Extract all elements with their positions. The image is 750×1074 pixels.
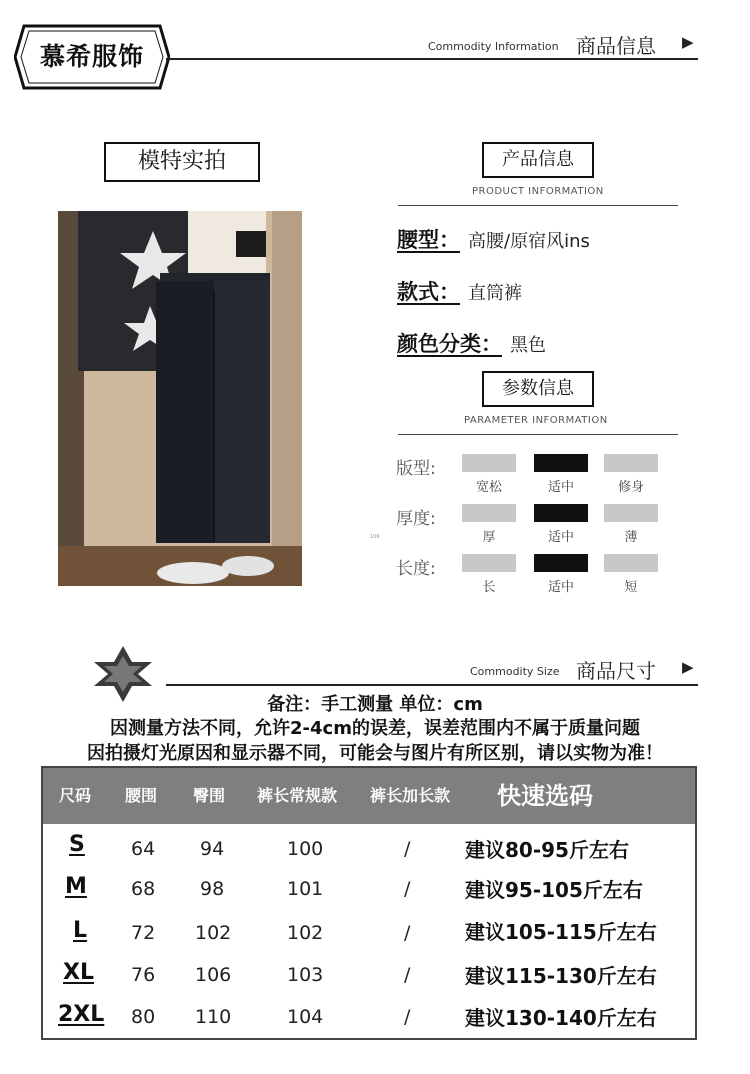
cell-length-long: / bbox=[404, 838, 411, 860]
brand-logo bbox=[14, 24, 170, 90]
param-label: 版型: bbox=[396, 459, 436, 479]
product-info-title: 产品信息 bbox=[482, 142, 594, 178]
size-table-header bbox=[43, 768, 695, 824]
size-header-divider bbox=[166, 684, 698, 686]
model-photo-illustration bbox=[58, 211, 302, 586]
cell-length-long: / bbox=[404, 922, 411, 944]
info-key: 腰型： bbox=[397, 228, 460, 252]
header-hip: 臀围 bbox=[193, 786, 226, 805]
table-row bbox=[43, 826, 695, 870]
param-row-thickness bbox=[396, 504, 696, 544]
parameter-info-divider bbox=[398, 434, 678, 435]
cell-hip: 102 bbox=[195, 922, 232, 944]
table-row bbox=[43, 954, 695, 998]
param-option: 厚 bbox=[482, 530, 496, 545]
info-key: 颜色分类： bbox=[397, 332, 502, 356]
param-option: 短 bbox=[624, 580, 638, 595]
cell-hip: 94 bbox=[200, 838, 225, 860]
parameter-info-title: 参数信息 bbox=[482, 371, 594, 407]
cell-length-long: / bbox=[404, 964, 411, 986]
info-key: 款式： bbox=[397, 280, 460, 304]
header-length-long: 裤长加长款 bbox=[370, 786, 451, 805]
cell-size: S bbox=[69, 832, 85, 857]
cell-hip: 110 bbox=[195, 1006, 232, 1028]
param-option: 适中 bbox=[547, 530, 574, 545]
param-bar bbox=[462, 554, 516, 572]
cell-waist: 64 bbox=[131, 838, 156, 860]
arrow-right-icon: ▶ bbox=[682, 33, 694, 51]
header-length-regular: 裤长常规款 bbox=[257, 786, 338, 805]
param-bar bbox=[534, 504, 588, 522]
info-value: 黑色 bbox=[510, 335, 546, 356]
cell-size: M bbox=[65, 874, 87, 899]
cell-length-regular: 102 bbox=[287, 922, 324, 944]
param-bar bbox=[534, 554, 588, 572]
cell-length-regular: 103 bbox=[287, 964, 324, 986]
cell-waist: 68 bbox=[131, 878, 156, 900]
cell-length-regular: 101 bbox=[287, 878, 324, 900]
commodity-info-cn: 商品信息 bbox=[576, 34, 656, 58]
model-photo-label: 模特实拍 bbox=[104, 142, 260, 182]
cell-recommend: 建议130-140斤左右 bbox=[465, 1006, 657, 1030]
arrow-right-icon: ▶ bbox=[682, 658, 694, 676]
param-bar bbox=[604, 454, 658, 472]
cell-recommend: 建议80-95斤左右 bbox=[465, 838, 629, 862]
header-divider bbox=[166, 58, 698, 60]
header-waist: 腰围 bbox=[125, 786, 158, 805]
cell-hip: 98 bbox=[200, 878, 225, 900]
param-option: 适中 bbox=[547, 480, 574, 495]
param-option: 宽松 bbox=[475, 480, 502, 495]
cell-length-long: / bbox=[404, 1006, 411, 1028]
parameter-info-subtitle: PARAMETER INFORMATION bbox=[464, 415, 608, 426]
commodity-size-cn: 商品尺寸 bbox=[576, 659, 656, 683]
header-quick-pick: 快速选码 bbox=[497, 782, 593, 810]
stray-mark: 106 bbox=[370, 534, 380, 540]
table-row bbox=[43, 868, 695, 912]
param-bar bbox=[534, 454, 588, 472]
brand-name: 慕希服饰 bbox=[39, 42, 144, 71]
param-bar bbox=[462, 454, 516, 472]
param-label: 长度: bbox=[396, 559, 436, 579]
info-row-style bbox=[397, 276, 522, 306]
note-color-disclaimer: 因拍摄灯光原因和显示器不同，可能会与图片有所区别，请以实物为准！ bbox=[87, 743, 663, 764]
table-row bbox=[43, 996, 695, 1040]
param-option: 薄 bbox=[624, 530, 638, 545]
cell-waist: 76 bbox=[131, 964, 156, 986]
param-option: 长 bbox=[482, 580, 496, 595]
param-bar bbox=[462, 504, 516, 522]
param-bar bbox=[604, 554, 658, 572]
param-bar bbox=[604, 504, 658, 522]
param-row-fit bbox=[396, 454, 696, 494]
cell-waist: 72 bbox=[131, 922, 156, 944]
model-photo bbox=[58, 211, 302, 586]
size-table bbox=[41, 766, 697, 1040]
cell-waist: 80 bbox=[131, 1006, 156, 1028]
commodity-info-en: Commodity Information bbox=[428, 40, 559, 53]
info-value: 直筒裤 bbox=[468, 283, 522, 304]
cell-hip: 106 bbox=[195, 964, 232, 986]
table-row bbox=[43, 910, 695, 954]
cell-recommend: 建议95-105斤左右 bbox=[465, 878, 643, 902]
cell-length-regular: 100 bbox=[287, 838, 324, 860]
note-unit: 备注：手工测量 单位：cm bbox=[267, 694, 483, 715]
cell-recommend: 建议115-130斤左右 bbox=[465, 964, 657, 988]
product-info-subtitle: PRODUCT INFORMATION bbox=[472, 186, 604, 197]
cell-size: L bbox=[73, 918, 88, 943]
note-tolerance: 因测量方法不同，允许2-4cm的误差，误差范围内不属于质量问题 bbox=[110, 718, 640, 739]
cell-recommend: 建议105-115斤左右 bbox=[465, 920, 657, 944]
header-size: 尺码 bbox=[59, 786, 92, 805]
param-label: 厚度: bbox=[396, 509, 436, 529]
info-value: 高腰/原宿风ins bbox=[468, 231, 590, 252]
param-row-length bbox=[396, 554, 696, 594]
commodity-size-en: Commodity Size bbox=[470, 665, 560, 678]
cell-length-long: / bbox=[404, 878, 411, 900]
cell-size: XL bbox=[63, 960, 94, 985]
cell-length-regular: 104 bbox=[287, 1006, 324, 1028]
param-option: 适中 bbox=[547, 580, 574, 595]
cell-size: 2XL bbox=[58, 1002, 105, 1027]
product-info-divider bbox=[398, 205, 678, 206]
param-option: 修身 bbox=[617, 480, 644, 495]
info-row-waist bbox=[397, 224, 590, 254]
info-row-color bbox=[397, 328, 546, 358]
